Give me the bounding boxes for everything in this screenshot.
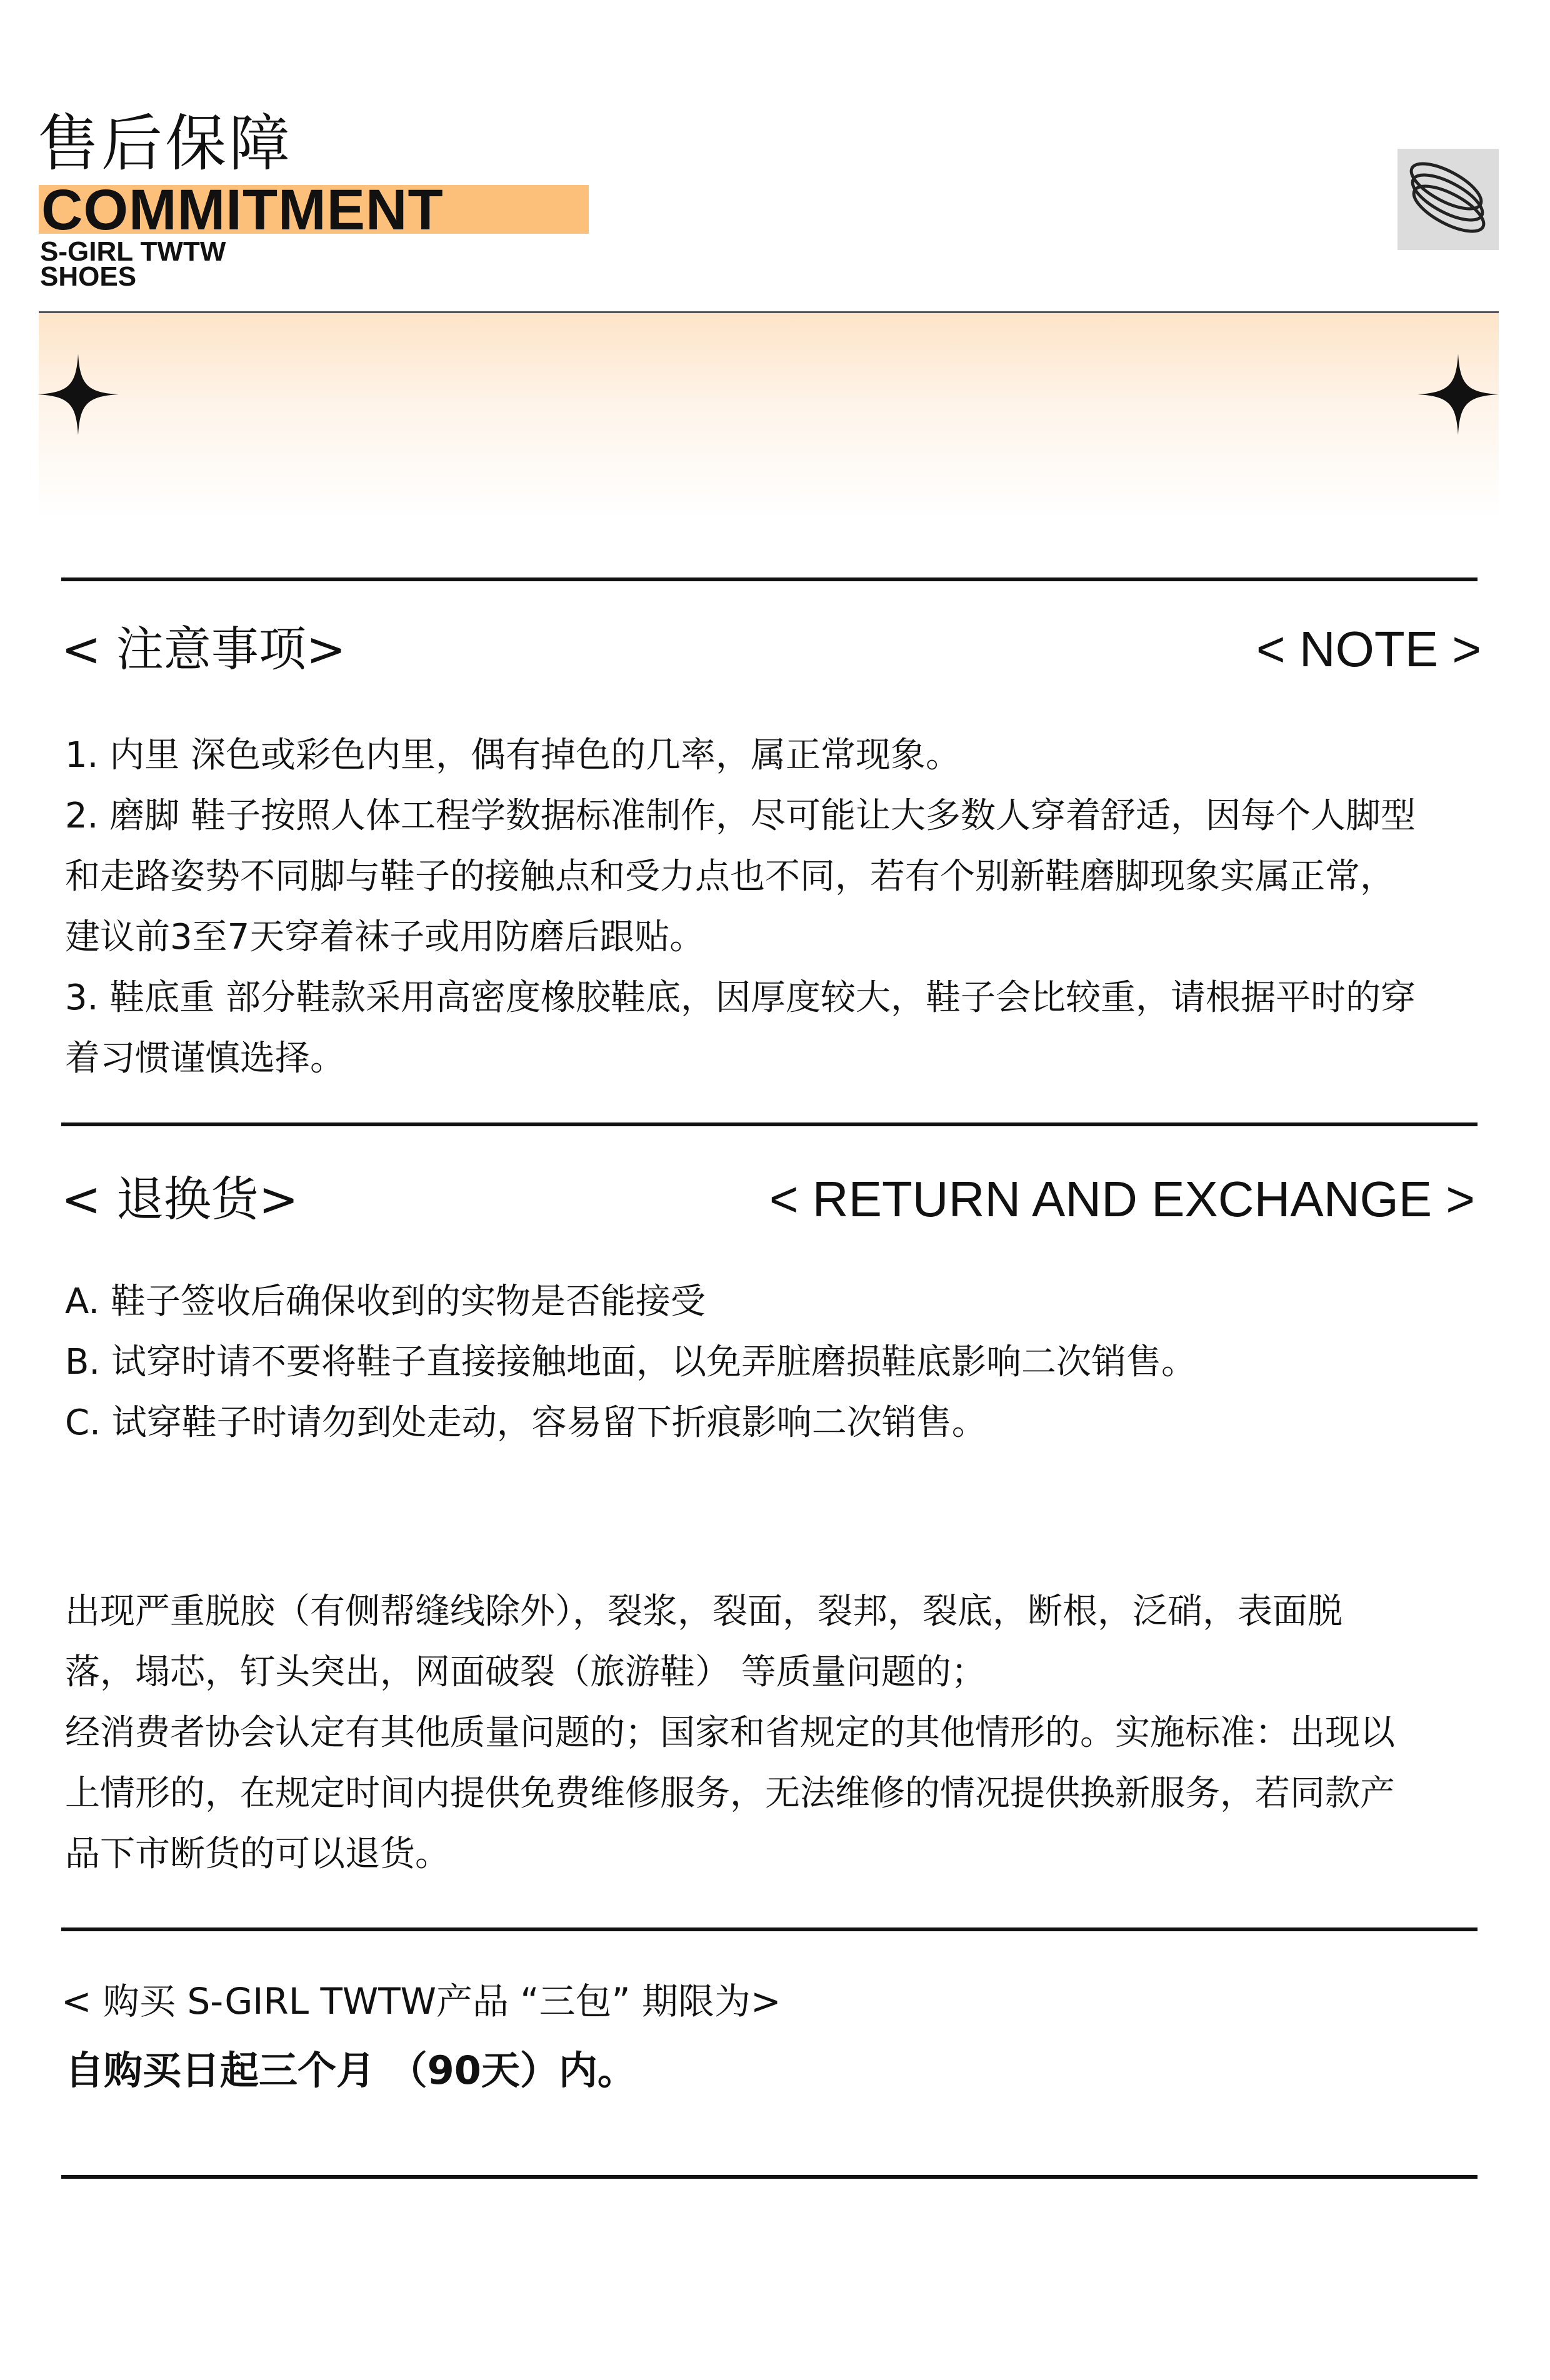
brand-name: S-GIRL TWTW	[40, 236, 226, 267]
section-divider	[61, 1928, 1478, 1931]
gradient-banner	[39, 313, 1499, 519]
warranty-period: 自购买日起三个月 （90天）内。	[65, 2048, 636, 2093]
return-title-cn: < 退换货>	[61, 1171, 299, 1227]
sparkle-left-icon	[38, 354, 119, 435]
page-title: 售后保障	[38, 108, 293, 179]
note-line: 着习惯谨慎选择。	[65, 1038, 345, 1079]
note-line: 2. 磨脚 鞋子按照人体工程学数据标准制作，尽可能让大多数人穿着舒适，因每个人脚型	[65, 796, 1416, 836]
note-line: 建议前3至7天穿着袜子或用防磨后跟贴。	[65, 917, 705, 958]
quality-line: 上情形的，在规定时间内提供免费维修服务，无法维修的情况提供换新服务，若同款产	[65, 1773, 1395, 1814]
section-divider	[61, 578, 1478, 581]
sparkle-right-icon	[1418, 354, 1499, 435]
warranty-title: < 购买 S-GIRL TWTW产品 “三包” 期限为>	[61, 1980, 781, 2022]
note-list	[65, 725, 1502, 1089]
return-line: B. 试穿时请不要将鞋子直接接触地面，以免弄脏磨损鞋底影响二次销售。	[65, 1342, 1197, 1382]
quality-line: 经消费者协会认定有其他质量问题的；国家和省规定的其他情形的。实施标准：出现以	[65, 1712, 1395, 1753]
section-divider	[61, 2175, 1478, 2179]
note-line: 3. 鞋底重 部分鞋款采用高密度橡胶鞋底，因厚度较大，鞋子会比较重，请根据平时的穿	[65, 978, 1416, 1018]
note-line: 1. 内里 深色或彩色内里，偶有掉色的几率，属正常现象。	[65, 735, 961, 776]
note-title-en: < NOTE >	[1256, 621, 1481, 677]
return-list	[65, 1271, 1502, 1453]
return-line: C. 试穿鞋子时请勿到处走动，容易留下折痕影响二次销售。	[65, 1402, 987, 1443]
commitment-heading: COMMITMENT	[41, 178, 444, 242]
quality-line: 品下市断货的可以退货。	[65, 1834, 450, 1874]
note-line: 和走路姿势不同脚与鞋子的接触点和受力点也不同，若有个别新鞋磨脚现象实属正常，	[65, 856, 1395, 897]
quality-line: 出现严重脱胶（有侧帮缝线除外），裂浆，裂面，裂邦，裂底，断根，泛硝，表面脱	[65, 1591, 1342, 1632]
quality-paragraph	[65, 1581, 1502, 1884]
note-title-cn: < 注意事项>	[61, 621, 346, 677]
quality-line: 落，塌芯，钉头突出，网面破裂（旅游鞋） 等质量问题的；	[65, 1652, 986, 1692]
return-line: A. 鞋子签收后确保收到的实物是否能接受	[65, 1281, 706, 1322]
interlocking-rings-icon	[1398, 149, 1499, 250]
return-title-en: < RETURN AND EXCHANGE >	[769, 1171, 1475, 1227]
brand-subtitle: SHOES	[40, 261, 137, 292]
section-divider	[61, 1122, 1478, 1126]
